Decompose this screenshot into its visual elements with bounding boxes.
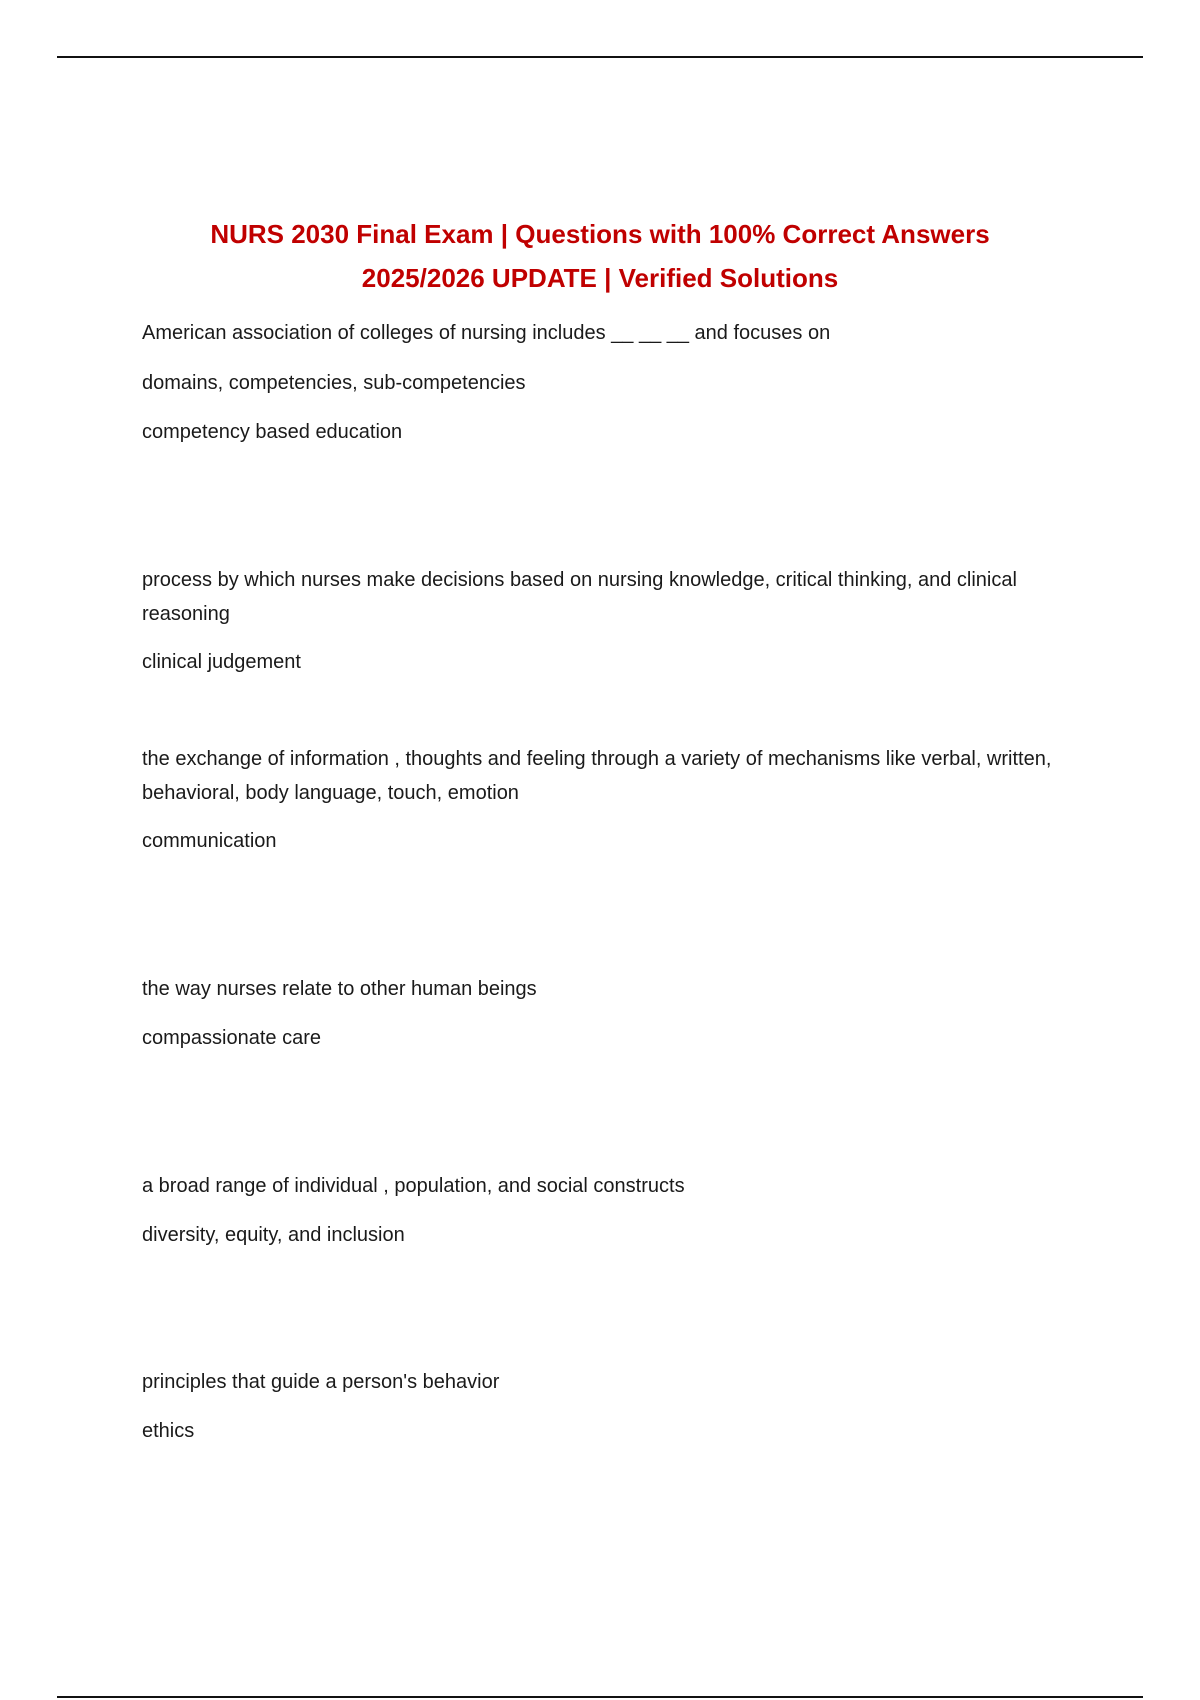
- title-line-1: NURS 2030 Final Exam | Questions with 100% Correct Answers: [210, 219, 990, 249]
- answer-text: clinical judgement: [142, 651, 301, 673]
- answer-text: competency based education: [142, 421, 403, 443]
- question-text: a broad range of individual , population, and social constructs: [142, 1175, 685, 1197]
- question-text: American association of colleges of nursing includes __ __ __ and focuses on: [142, 322, 831, 344]
- answer-text: communication: [142, 830, 277, 852]
- title-line-2: 2025/2026 UPDATE | Verified Solutions: [361, 263, 839, 293]
- header-rule: [57, 56, 1143, 58]
- question-text: process by which nurses make decisions based on nursing knowledge, critical thinking, and clinical reasoning: [142, 569, 1017, 625]
- answer-text: ethics: [142, 1420, 195, 1442]
- question-text: the way nurses relate to other human beings: [142, 978, 537, 1000]
- footer-rule: [57, 1696, 1143, 1698]
- answer-text: domains, competencies, sub-competencies: [142, 372, 526, 394]
- document-title: [120, 212, 1080, 300]
- answer-text: compassionate care: [142, 1027, 321, 1049]
- question-text: the exchange of information , thoughts and feeling through a variety of mechanisms like verbal, written, behavioral, body language, touch, emotion: [142, 748, 1052, 804]
- question-text: principles that guide a person's behavior: [142, 1371, 500, 1393]
- answer-text: diversity, equity, and inclusion: [142, 1224, 405, 1246]
